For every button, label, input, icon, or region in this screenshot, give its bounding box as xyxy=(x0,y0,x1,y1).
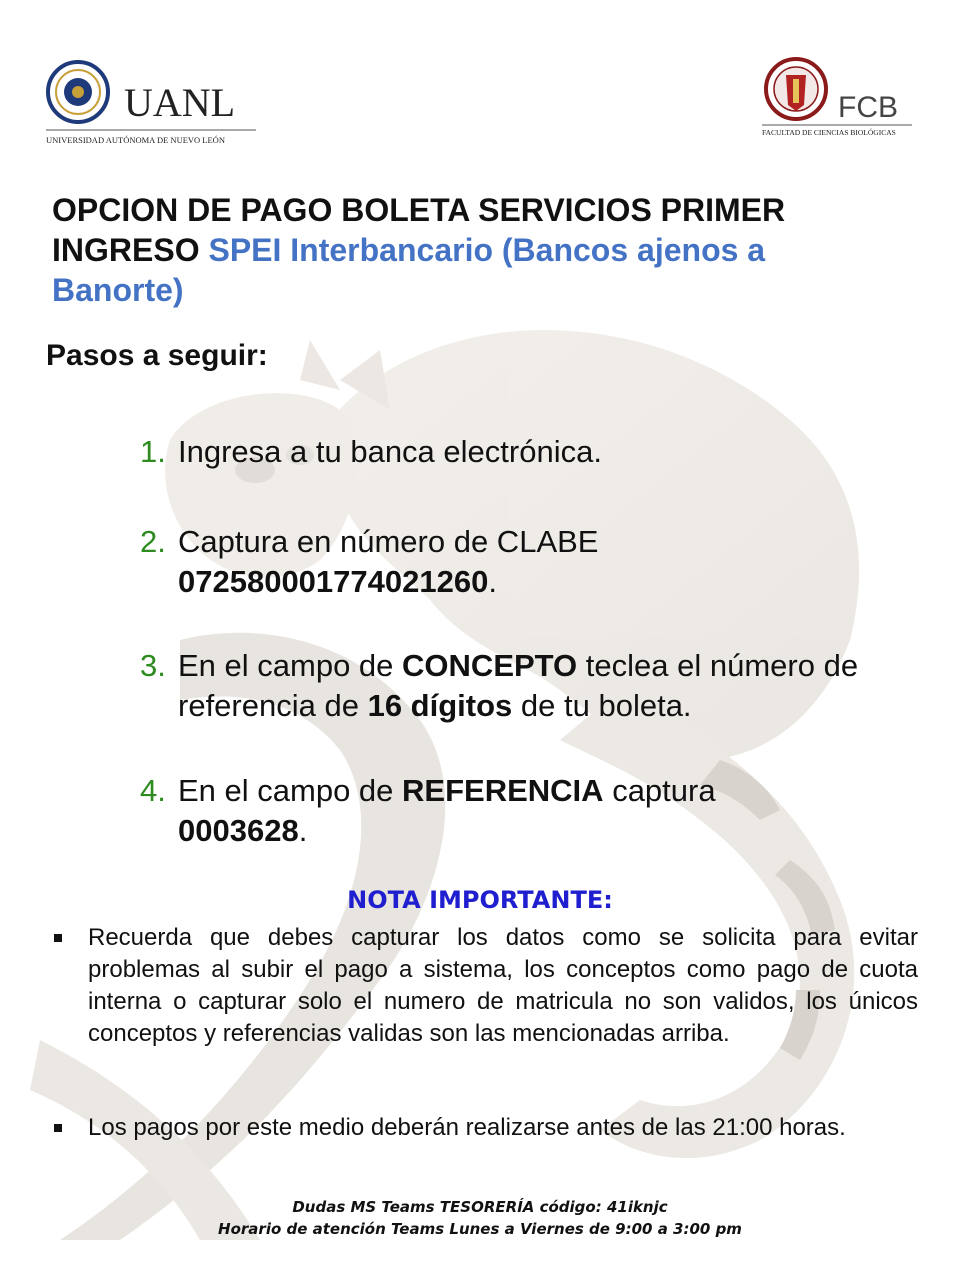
footer xyxy=(0,1196,960,1240)
title-main: OPCION DE PAGO BOLETA SERVICIOS PRIMER INGRESO xyxy=(52,192,786,268)
step-text-mid: teclea el número de referencia de xyxy=(178,648,859,723)
step-number: 1. xyxy=(140,434,166,469)
step-number: 4. xyxy=(140,773,166,808)
uanl-logo-subtitle: UNIVERSIDAD AUTÓNOMA DE NUEVO LEÓN xyxy=(46,135,225,145)
fcb-logo-subtitle: FACULTAD DE CIENCIAS BIOLÓGICAS xyxy=(762,128,896,137)
note-item xyxy=(50,1112,918,1144)
note-text: Recuerda que debes capturar los datos como se solicita para evitar problemas al subir el pago a sistema, los conceptos como pago de cuota interna o capturar solo el numero de matricula no son validos, los únicos conceptos y referencias validas son las mencionadas arriba. xyxy=(88,924,918,1047)
step-item xyxy=(140,522,598,602)
nota-label: NOTA IMPORTANTE xyxy=(347,886,604,914)
step-text-end: . xyxy=(488,564,497,599)
page-title xyxy=(52,190,902,310)
clabe-number: 072580001774021260 xyxy=(178,564,489,599)
step-text: Captura en número de CLABE xyxy=(178,524,599,559)
digits-label: 16 dígitos xyxy=(367,688,513,723)
step-number: 3. xyxy=(140,648,166,683)
important-note-heading xyxy=(0,884,960,916)
note-text: Los pagos por este medio deberán realizarse antes de las 21:00 horas. xyxy=(88,1114,846,1141)
referencia-number: 0003628 xyxy=(178,813,299,848)
footer-hours: Horario de atención Teams Lunes a Viernes de 9:00 a 3:00 pm xyxy=(218,1220,742,1238)
note-item xyxy=(50,922,918,1050)
uanl-logo xyxy=(44,58,264,148)
step-number: 2. xyxy=(140,524,166,559)
step-text-end: de tu boleta. xyxy=(520,688,692,723)
uanl-logo-name: UANL xyxy=(124,80,236,125)
referencia-label: REFERENCIA xyxy=(402,773,604,808)
fcb-logo xyxy=(760,55,920,145)
square-bullet-icon xyxy=(54,934,62,942)
step-item xyxy=(140,771,716,851)
title-highlight: SPEI Interbancario (Bancos ajenos a Banorte) xyxy=(52,232,766,308)
step-text-mid: captura xyxy=(612,773,716,808)
step-text: Ingresa a tu banca electrónica. xyxy=(178,434,602,469)
step-item xyxy=(140,432,602,472)
fcb-logo-name: FCB xyxy=(838,91,898,124)
concepto-label: CONCEPTO xyxy=(402,648,578,683)
step-text-end: . xyxy=(298,813,308,848)
step-text: En el campo de xyxy=(178,648,394,683)
step-item xyxy=(140,646,920,726)
footer-contact: Dudas MS Teams TESORERÍA código: 41iknjc xyxy=(292,1198,668,1216)
square-bullet-icon xyxy=(54,1124,62,1132)
step-text: En el campo de xyxy=(178,773,394,808)
nota-colon: : xyxy=(603,886,613,914)
steps-heading: Pasos a seguir: xyxy=(46,339,268,372)
